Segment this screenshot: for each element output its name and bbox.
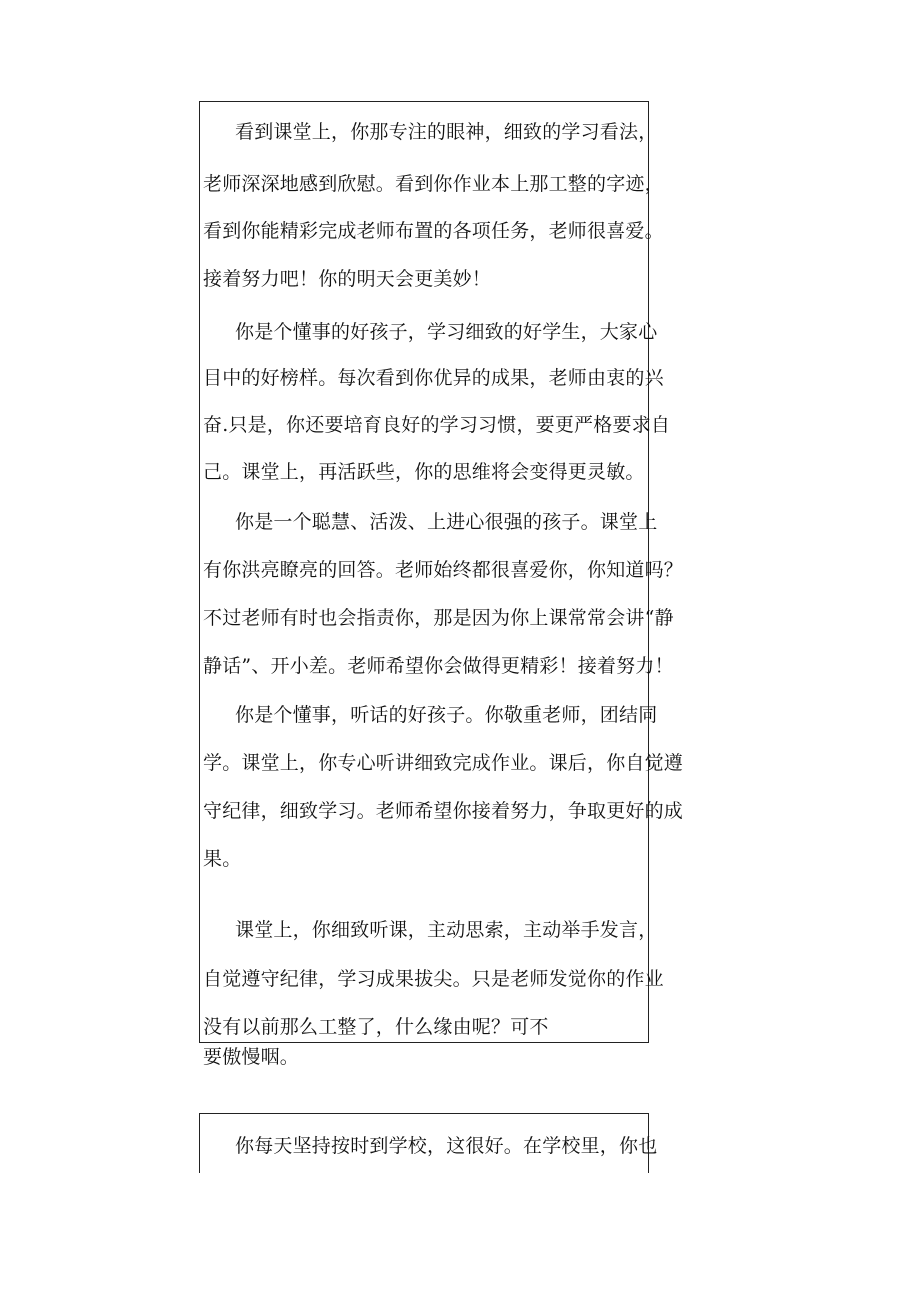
paragraph-1-line-4: 接着努力吧！你的明天会更美妙！ — [203, 268, 492, 290]
paragraph-3-line-1: 你是一个聪慧、活泼、上进心很强的孩子。课堂上 — [235, 511, 658, 533]
paragraph-3-line-3: 不过老师有时也会指责你，那是因为你上课常常会讲“静 — [203, 607, 674, 629]
paragraph-5-line-2: 自觉遵守纪律，学习成果拔尖。只是老师发觉你的作业 — [203, 968, 664, 990]
paragraph-2-line-1: 你是个懂事的好孩子，学习细致的好学生，大家心 — [235, 321, 658, 343]
paragraph-6-line-1: 你每天坚持按时到学校，这很好。在学校里，你也 — [235, 1135, 658, 1157]
paragraph-4-line-4: 果。 — [203, 848, 242, 870]
paragraph-4-line-2: 学。课堂上，你专心听讲细致完成作业。课后，你自觉遵 — [203, 752, 684, 774]
paragraph-4-line-1: 你是个懂事，听话的好孩子。你敬重老师，团结同 — [235, 704, 658, 726]
paragraph-1-line-3: 看到你能精彩完成老师布置的各项任务，老师很喜爱。 — [203, 220, 664, 242]
paragraph-5-line-3: 没有以前那么工整了，什么缘由呢？可不 — [203, 1016, 549, 1038]
paragraph-2-line-2: 目中的好榜样。每次看到你优异的成果，老师由衷的兴 — [203, 367, 664, 389]
paragraph-5-line-4: 要傲慢咽。 — [203, 1046, 300, 1068]
paragraph-4-line-3: 守纪律，细致学习。老师希望你接着努力，争取更好的成 — [203, 800, 684, 822]
paragraph-2-line-3: 奋.只是，你还要培育良好的学习习惯，要更严格要求自 — [203, 414, 671, 436]
paragraph-3-line-4: 静话”、开小差。老师希望你会做得更精彩！接着努力！ — [203, 655, 674, 677]
paragraph-5-line-1: 课堂上，你细致听课，主动思索，主动举手发言， — [235, 919, 658, 941]
paragraph-3-line-2: 有你洪亮瞭亮的回答。老师始终都很喜爱你，你知道吗？ — [203, 559, 684, 581]
paragraph-2-line-4: 己。课堂上，再活跃些，你的思维将会变得更灵敏。 — [203, 461, 645, 483]
paragraph-1-line-2: 老师深深地感到欣慰。看到你作业本上那工整的字迹， — [203, 173, 664, 195]
paragraph-1-line-1: 看到课堂上，你那专注的眼神，细致的学习看法， — [235, 121, 658, 143]
